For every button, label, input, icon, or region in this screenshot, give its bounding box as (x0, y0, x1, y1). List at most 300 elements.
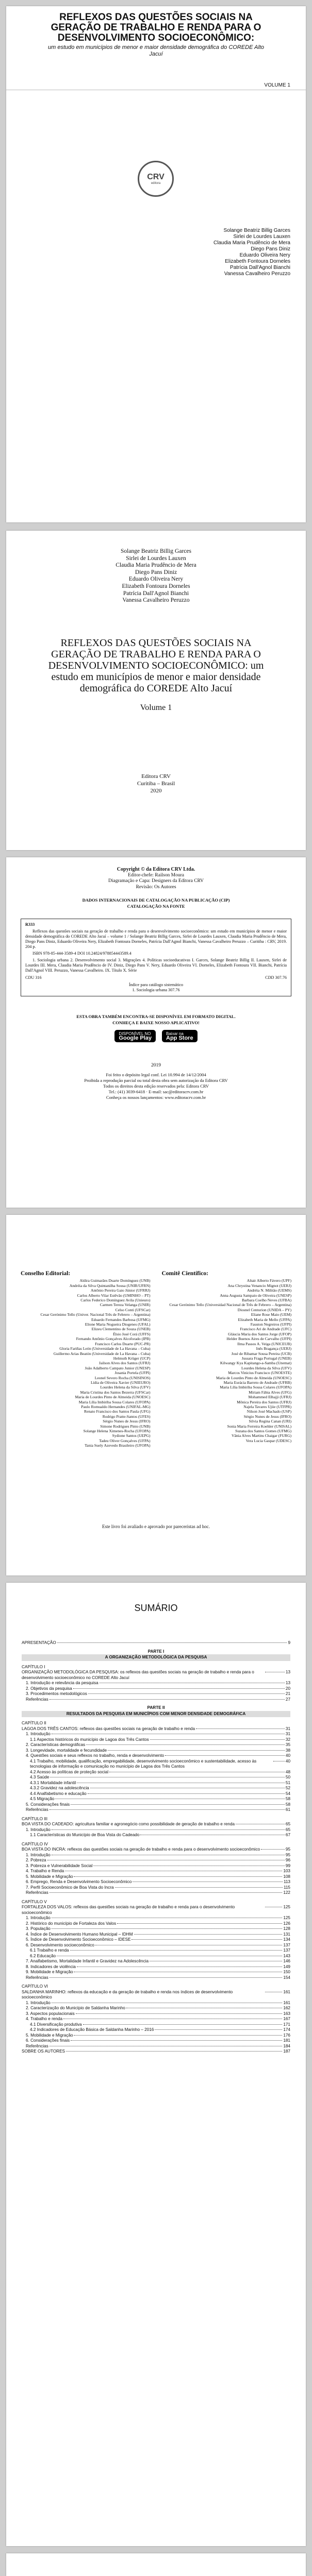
toc-entry-title: 8. Indicadores de violência (26, 1964, 76, 1969)
cover-volume: VOLUME 1 (264, 82, 290, 88)
toc-entry-title: 3. Procedimentos metodológicos (26, 1691, 87, 1696)
toc-page-number: 174 (283, 2027, 290, 2032)
toc-entry[interactable] (22, 2027, 290, 2033)
council-member: Solange Helena Ximenes-Rocha (UFOPA) (83, 1429, 151, 1433)
toc-entry[interactable] (22, 1807, 290, 1813)
toc-page-number: 40 (285, 1753, 290, 1758)
toc-dot-leader (132, 1939, 282, 1940)
toc-page-number: 103 (283, 1869, 290, 1873)
toc-entry-title: BOA VISTA DO INCRA: reflexos das questões sociais na geração de trabalho e renda para o desenvolvimento socioeconômico (22, 1847, 260, 1852)
toc-page-number: 131 (283, 1931, 290, 1937)
council-member: José de Ribamar Sousa Pereira (UCB) (231, 1351, 291, 1356)
toc-page-number: 125 (283, 1916, 290, 1920)
author: Diego Pans Diniz (251, 246, 290, 252)
toc-entry[interactable] (22, 1948, 290, 1954)
toc-page-number: 137 (283, 1942, 290, 1947)
toc-page-number: 161 (283, 1989, 290, 1994)
toc-entry-title: 4.1 Trabalho, mobilidade, qualificação, empregabilidade, desenvolvimento socioeconômico e sustentabilidade, acesso às tecnologias de informação e comunicação no município de Lagoa dos Três Cantos (30, 1758, 257, 1769)
toc-dot-leader (73, 1688, 285, 1689)
toc-page-number: 137 (283, 1948, 290, 1953)
toc-dot-leader (50, 1699, 285, 1700)
toc-entry-title: SOBRE OS AUTORES (22, 2049, 65, 2054)
toc-entry[interactable] (22, 1759, 290, 1770)
council-member: Carlos Alberto Vilar Estêvão (UMINHO – PT) (77, 1293, 151, 1298)
toc-page-number: 52 (285, 1786, 290, 1790)
council-member: Sérgio Nunes de Jesus (IFRO) (243, 1414, 291, 1419)
author: Vanessa Cavalheiro Peruzzo (224, 271, 290, 277)
council-member: Najela Tavares Ujiie (UTFPR) (243, 1404, 291, 1409)
toc-list (22, 1640, 290, 2055)
council-member: Celso Conti (UFSCar) (115, 1307, 151, 1312)
council-member: Elizabeth Maria de Mello (UFPA) (238, 1317, 291, 1322)
toc-dot-leader (57, 1642, 287, 1643)
toc-page-number: 54 (285, 1791, 290, 1796)
toc-page-number: 65 (285, 1822, 290, 1826)
toc-entry[interactable] (22, 2033, 290, 2039)
toc-dot-leader (71, 2040, 282, 2041)
toc-entry[interactable] (22, 1937, 290, 1943)
toc-entry[interactable] (22, 1858, 290, 1863)
council-member: Altair Alberto Fávero (UPF) (247, 1278, 291, 1283)
toc-entry[interactable] (22, 1827, 290, 1833)
toc-page-number: 176 (283, 2032, 290, 2038)
toc-page-number: 146 (283, 1959, 290, 1963)
toc-page-number: 31 (285, 1732, 290, 1736)
toc-page-number: 181 (283, 2038, 290, 2043)
council-member: Helmuth Krüger (UCP) (113, 1355, 151, 1361)
toc-entry[interactable] (22, 1954, 290, 1959)
toc-entry-title: 6.1 Trabalho e renda (30, 1948, 69, 1953)
toc-page-number: 9 (288, 1640, 290, 1645)
cover-subtitle: um estudo em municípios de menor e maior densidade demográfica do COREDE Alto Jacuí (47, 44, 265, 57)
cip-heading: DADOS INTERNACIONAIS DE CATALOGAÇÃO NA PUBLICAÇÃO (CIP) (82, 897, 230, 903)
toc-entry[interactable] (22, 1732, 290, 1737)
council-member: Mônica Pereira dos Santos (UFRJ) (237, 1399, 291, 1404)
toc-page-number: 27 (285, 1697, 290, 1702)
toc-entry[interactable] (22, 1970, 290, 1975)
author: Eduardo Oliveira Nery (239, 252, 290, 258)
toc-entry-title: 5. Mobilidade e Migração (26, 1874, 73, 1879)
council-member: Antônio Pereira Gaio Júnior (UFRRJ) (90, 1288, 151, 1293)
toc-entry[interactable] (22, 1737, 290, 1743)
toc-entry-title: 6. Emprego, Renda e Desenvolvimento Socioeconômico (26, 1879, 132, 1884)
council-member: Maria Eurácia Barreto de Andrade (UFRB) (223, 1380, 291, 1385)
council-member: Sonia Maria Ferreira Koehler (UNISAL) (227, 1423, 291, 1429)
council-member: Nilson José Machado (USP) (247, 1409, 291, 1414)
toc-entry[interactable] (22, 1874, 290, 1880)
toc-page-number: 32 (285, 1737, 290, 1742)
toc-entry[interactable] (22, 2016, 290, 2022)
author: Elizabeth Fontoura Dorneles (225, 259, 290, 264)
toc-page-number: 143 (283, 1953, 290, 1958)
council-member: Fauston Negreiros (UFPI) (250, 1322, 291, 1327)
toc-entry-title: 4.2 Acesso às políticas de proteção social (30, 1769, 109, 1774)
toc-entry-title: 3. Pobreza e Vulnerabilidade Social (26, 1863, 93, 1868)
council-member: Barbara Coelho Neves (UFBA) (242, 1298, 291, 1303)
toc-page-number: 125 (283, 1905, 290, 1909)
toc-entry-title: 1. Introdução (26, 1852, 51, 1857)
toc-page-number: 167 (283, 2016, 290, 2021)
toc-entry[interactable] (22, 1822, 290, 1827)
title-page-imprint: Editora CRV Curitiba – Brasil 2020 (137, 773, 175, 794)
toc-entry[interactable] (22, 2001, 290, 2006)
toc-entry-title: ORGANIZAÇÃO METODOLÓGICA DA PESQUISA: os reflexos das questões sociais na geração de trabalho e renda para o desenvolvimento socioeconômico no COREDE Alto Jacuí (22, 1670, 254, 1680)
toc-dot-leader (86, 1744, 285, 1745)
council-member: Vânia Alves Martins Chaigar (FURG) (232, 1433, 291, 1438)
toc-page-number: 65 (285, 1827, 290, 1832)
toc-entry-title: Referências (26, 1697, 48, 1702)
council-member: Aldira Guimarães Duarte Domínguez (UNB) (79, 1278, 151, 1283)
title-page-volume: Volume 1 (140, 703, 172, 712)
toc-page-number: 13 (285, 1670, 290, 1674)
toc-entry[interactable] (22, 1869, 290, 1874)
toc-entry[interactable] (22, 1786, 290, 1791)
council-member: Marcos Vinicius Francisco (UNOESTE) (228, 1370, 291, 1376)
toc-entry[interactable] (22, 1916, 290, 1921)
toc-entry[interactable] (22, 1926, 290, 1932)
toc-dot-leader (76, 2013, 283, 2014)
council-member: Ilma Passos A. Veiga (UNICEUB) (237, 1341, 291, 1346)
council-member: Suzana dos Santos Gomes (UFMG) (235, 1429, 291, 1433)
toc-entry-title: 7. Perfil Socioeconômico de Boa Vista do Incra (26, 1885, 114, 1890)
ebook-notice: ESTA OBRA TAMBÉM ENCONTRA-SE DISPONÍVEL EM FORMATO DIGITAL. (76, 1014, 236, 1019)
toc-dot-leader (155, 2029, 282, 2030)
council-member: Elizeu Clementino de Souza (UNEB) (91, 1327, 151, 1332)
council-member: Sydione Santos (UEPG) (112, 1433, 151, 1438)
toc-entry-title: 1. Introdução (26, 1916, 51, 1920)
council-member: Paulo Romualdo Hernandes (UNIFAL-MG) (81, 1404, 151, 1409)
toc-entry-title: 3. Longevidade, mortalidade e fecundidade (26, 1748, 107, 1753)
toc-entry-title: 2. Histórico do município de Fortaleza dos Valos (26, 1921, 117, 1926)
council-member: Cesar Gerónimo Tello (Univer. Nacional Três de Febrero – Argentina) (40, 1312, 151, 1317)
toc-part: PARTE II (147, 1705, 165, 1710)
toc-page-number: 149 (283, 1964, 290, 1969)
toc-chapter: CAPÍTULO VI (22, 1984, 48, 1989)
toc-page-number: 187 (283, 2049, 290, 2054)
toc-page-number: 99 (285, 1863, 290, 1868)
editor-line: Editor-chefe: Railson Moura (127, 872, 185, 878)
toc-page-number: 38 (285, 1748, 290, 1753)
toc-entry[interactable] (22, 1932, 290, 1938)
toc-entry[interactable] (22, 1943, 290, 1948)
title-page-authors: Solange Beatriz Billig Garces Sirlei de Lourdes Lauxen Claudia Maria Prudêncio de Mera Diego Pans Diniz Eduardo Oliveira Nery Elizabeth Fontoura Dorneles Patrícia Dall'Agnol Bianchi Vanessa Cavalheiro Peruzzo (116, 548, 196, 604)
toc-dot-leader (66, 2051, 282, 2052)
toc-dot-leader (50, 1977, 283, 1978)
toc-entry-title: 5. Considerações finais (26, 1802, 70, 1807)
toc-entry-title: LAGOA DOS TRÊS CANTOS: reflexos das questões sociais na geração de trabalho e renda (22, 1726, 195, 1731)
toc-entry-title: 6.2 Educação (30, 1953, 56, 1958)
council-page (6, 1215, 306, 1575)
council-member: Lourdes Helena da Silva (UFV) (100, 1385, 151, 1390)
toc-entry[interactable] (22, 1681, 290, 1686)
toc-entry-title: 4.5 Migração (30, 1797, 55, 1801)
toc-page-number: 48 (285, 1769, 290, 1774)
toc-page-number: 150 (283, 1970, 290, 1974)
toc-entry-title: 4.3.1 Mortalidade infantil (30, 1780, 76, 1785)
toc-page-number: 184 (283, 2043, 290, 2048)
toc-dot-leader (50, 1892, 283, 1893)
council-member: Sérgio Nunes de Jesus (IFRO) (103, 1419, 151, 1424)
toc-entry-title: FORTALEZA DOS VALOS: reflexos das questões sociais na geração de trabalho e renda para o desenvolvimento socioeconômico (22, 1905, 235, 1915)
council-member: Eliane Rose Maio (UEM) (251, 1312, 291, 1317)
toc-dot-leader (83, 2024, 283, 2025)
cip-subheading: CATALOGAÇÃO NA FONTE (127, 903, 185, 909)
council-member: Ana Chrystina Venancio Mignot (UERJ) (227, 1283, 291, 1288)
toc-entry[interactable] (22, 1833, 290, 1838)
toc-page-number: 154 (283, 1975, 290, 1980)
toc-page-number: 31 (285, 1726, 290, 1731)
toc-entry[interactable] (22, 1753, 290, 1759)
toc-page-number: 67 (285, 1833, 290, 1837)
edition-year: 2019 (151, 1063, 161, 1068)
toc-chapter: CAPÍTULO I (22, 1664, 45, 1669)
scientific-committee: Comitê Científico: Altair Alberto Fávero (UPF) Ana Chrystina Venancio Mignot (UERJ) Andréia N. Militão (UEMS) Anna Augusta Sampaio de Oliveira (UNESP) Barbara Coelho Neves (UFBA) Cesar Gerónimo Tello (Universidad Nacional de Três de Febrero – Argentina) Diosnel Centurion (UNIDA – PY) Eliane Rose Maio (UEM) Elizabeth Maria de Mello (UFPA) Fauston Negreiros (UFPI) Francisco Ari de Andrade (UFC) Gláucia Maria dos Santos Jorge (UFOP) Helder Buenos Aires de Carvalho (UFPI) Ilma Passos A. Veiga (UNICEUB) Inês Bragança (UERJ) José de Ribamar Sousa Pereira (UCB) Jussara Fraga Portugal (UNEB) Kilwangy Kya Kapitango-a-Samba (Unemat) Lourdes Helena da Silva (UFV) Marcos Vinicius Francisco (UNOESTE) Maria de Lourdes Pinto de Almeida (UNOESC) Maria Eurácia Barreto de Andrade (UFRB) Maria Lília Imbiriba Sousa Colares (UFOPA) Míriam Fábia Alves (UFG) Mohammed Elhajji (UFRJ) Mônica Pereira dos Santos (UFRJ) Najela Tavares Ujiie (UTFPR) Nilson José Machado (USP) Sérgio Nunes de Jesus (IFRO) Silvia Regina Canan (URI) Sonia Maria Ferreira Koehler (UNISAL) Suzana dos Santos Gomes (UFMG) Vânia Alves Martins Chaigar (FURG) Vera Lucia Gaspar (UDESC) (161, 1270, 291, 1443)
toc-entry[interactable] (22, 1742, 290, 1748)
council-member: Mohammed Elhajji (UFRJ) (248, 1395, 291, 1400)
council-member: Jussara Fraga Portugal (UNEB) (241, 1355, 291, 1361)
toc-dot-leader (50, 1809, 285, 1810)
council-member: Lourdes Helena da Silva (UFV) (241, 1365, 291, 1370)
toc-entry[interactable] (22, 1847, 290, 1853)
toc-entry-title: 2. Caracterização do Município de Saldanha Marinho (26, 2006, 125, 2010)
toc-page-number: 128 (283, 1926, 290, 1931)
toc-dot-leader (165, 1755, 285, 1756)
council-member: Leonel Severo Rocha (UNISINOS) (94, 1375, 151, 1380)
council-member: Míriam Fábia Alves (UFG) (249, 1389, 291, 1395)
toc-entry[interactable] (22, 1781, 290, 1786)
toc-part-title: A ORGANIZAÇÃO METODOLÓGICA DA PESQUISA (22, 1654, 290, 1661)
toc-entry-title: 1.1 Características do Município de Boa Vista do Cadeado (30, 1833, 140, 1837)
toc-entry-title: Referências (26, 1975, 48, 1980)
toc-entry[interactable] (22, 2011, 290, 2017)
toc-entry[interactable] (22, 1775, 290, 1781)
toc-entry-title: 1. Introdução e relevância da pesquisa (26, 1681, 98, 1685)
council-member: Cesar Gerónimo Tello (Universidad Nacional de Três de Febrero – Argentina) (169, 1302, 291, 1308)
toc-entry-title: 4. Questões sociais e seus reflexos no trabalho, renda e desenvolvimento (26, 1753, 165, 1758)
toc-page-number: 126 (283, 1921, 290, 1926)
toc-chapter: CAPÍTULO IV (22, 1841, 48, 1846)
toc-entry[interactable] (22, 1905, 290, 1916)
toc-entry-title: Referências (26, 1807, 48, 1812)
toc-part: PARTE I (147, 1649, 165, 1654)
toc-dot-leader (71, 1804, 285, 1805)
toc-entry-title: 3. Aspectos populacionais (26, 2011, 75, 2016)
council-member: Inês Bragança (UERJ) (256, 1346, 291, 1351)
council-member: Carmen Tereza Velanga (UNIR) (100, 1302, 151, 1308)
toc-entry-title: 4.3.2 Gravidez na adolescência (30, 1786, 89, 1790)
author: Claudia Maria Prudêncio de Mera (214, 240, 290, 246)
toc-page-number: 95 (285, 1852, 290, 1857)
app-store-badge[interactable]: Baixar na App Store (162, 1030, 198, 1042)
toc-entry-title: 1. Introdução (26, 1732, 51, 1736)
toc-entry[interactable] (22, 1797, 290, 1802)
council-member: Maria de Lourdes Pinto de Almeida (UNOESC) (75, 1395, 151, 1400)
council-member: Maria de Lourdes Pinto de Almeida (UNOESC) (216, 1375, 291, 1380)
toc-entry-title: 4. Trabalho e renda (26, 2016, 63, 2021)
toc-dot-leader (117, 1923, 282, 1924)
toc-entry[interactable] (22, 1770, 290, 1775)
toc-page-number: 115 (283, 1885, 290, 1890)
toc-dot-leader (52, 1928, 283, 1929)
toc-entry-title: Referências (26, 1890, 48, 1895)
toc-page-number: 58 (285, 1797, 290, 1801)
toc-entry-title: 6. Desenvolvimento socioeconômico (26, 1942, 94, 1947)
toc-entry-title: BOA VISTA DO CADEADO: agricultura familiar e agronegócio como possibilidade de geração de trabalho e renda (22, 1822, 235, 1826)
toc-entry-title: APRESENTAÇÃO (22, 1640, 56, 1645)
google-play-badge[interactable]: DISPONÍVEL NO Google Play (114, 1030, 156, 1042)
toc-entry-title: 1.1 Aspectos históricos do município de Lagoa dos Três Cantos (30, 1737, 149, 1742)
toc-page-number: 134 (283, 1937, 290, 1942)
toc-entry-title: 2. Pobreza (26, 1858, 46, 1862)
toc-dot-leader (134, 1934, 283, 1935)
toc-entry[interactable] (22, 1879, 290, 1885)
toc-entry[interactable] (22, 1890, 290, 1896)
author: Patrícia Dall'Agnol Bianchi (230, 265, 290, 270)
council-member: Anna Augusta Sampaio de Oliveira (UNESP) (220, 1293, 291, 1298)
toc-entry[interactable] (22, 1964, 290, 1970)
council-member: Francisco Carlos Duarte (PUC-PR) (95, 1341, 151, 1346)
toc-dot-leader (74, 2035, 282, 2036)
toc-entry[interactable] (22, 1863, 290, 1869)
council-member: Tania Suely Azevedo Brasileiro (UFOPA) (85, 1443, 151, 1448)
toc-page-number: 113 (283, 1879, 290, 1884)
catalog-card: R333 Reflexos das questões sociais na geração de trabalho e renda para o desenvolvimento socioeconômico: um estudo em municípios de menor e maior densidade demográfica do COREDE Alto Jacuí – volume 1 / Solange Beatriz Billig Garces, Sirlei de Lourdes Lauxen, Claudia Maria Prudêncio de Mera, Diego Pans Diniz, Eduardo Oliveira Nery, Elizabeth Fontoura Dorneles, Patrícia Dall'Agnol Bianchi, Vanessa Cavalheiro Peruzzo – Curitiba : CRV, 2019. 204 p. ISBN 978-85-444-3589-4 DOI 10.24824/978854443589.4 1. Sociologia urbana 2. Desenvolvimento social 3. Migrações 4. Políticas socioeducativas I. Garces, Solange Beatriz Billig II. Lauxen, Sirlei de Lourdes III. Mera, Claudia Maria Prudêncio de IV. Diniz, Diego Pans V. Nery, Eduardo Oliveira VI. Dorneles, Elizabeth Fontoura VII. Bianchi, Patrícia Dall'Agnol VIII. Peruzzo, Vanessa Cavalheiro. IX. Título X. Série CDU 316 CDD 307.76 Índice para catálogo sistemático 1. Sociologia urbana 307.76 (21, 919, 291, 996)
toc-entry-title: 1. Introdução (26, 2000, 51, 2005)
toc-entry[interactable] (22, 2038, 290, 2044)
author: Sirlei de Lourdes Lauxen (233, 234, 290, 240)
toc-page-number: 171 (283, 2022, 290, 2027)
toc-dot-leader (70, 1950, 283, 1951)
toc-entry-title: 5. Índice de Desenvolvimento Socioeconômico – IDESE (26, 1937, 131, 1942)
toc-chapter: CAPÍTULO III (22, 1816, 48, 1821)
toc-entry[interactable] (22, 1670, 290, 1681)
council-member: Gláucia Maria dos Santos Jorge (UFOP) (228, 1331, 291, 1336)
title-page-title: REFLEXOS DAS QUESTÕES SOCIAIS NA GERAÇÃO DE TRABALHO E RENDA PARA O DESENVOLVIMENTO SOCIOECONÔMICO: um estudo em municípios de menor e maior densidade demográfica do COREDE Alto Jacuí (48, 637, 264, 694)
toc-entry-title: Referências (26, 2043, 48, 2048)
toc-entry[interactable] (22, 1885, 290, 1891)
council-member: Andréia N. Militão (UEMS) (247, 1288, 291, 1293)
cover-authors (167, 228, 290, 277)
toc-entry-title: 4.4 Analfabetismo e educação (30, 1791, 87, 1796)
app-notice: CONHEÇA E BAIXE NOSSO APLICATIVO! (112, 1020, 200, 1025)
toc-entry-title: 4.2 Indicadores de Educação Básica de Saldanha Marinho – 2016 (30, 2027, 154, 2032)
toc-entry-title: 4. Índice de Desenvolvimento Humano Municipal – IDHM (26, 1931, 133, 1937)
toc-entry[interactable] (22, 1726, 290, 1732)
toc-entry[interactable] (22, 2044, 290, 2049)
council-member: Jailson Alves dos Santos (UFRJ) (98, 1361, 151, 1366)
toc-chapter: CAPÍTULO II (22, 1721, 46, 1725)
author: Solange Beatriz Billig Garces (223, 228, 290, 233)
toc-page-number: 61 (285, 1807, 290, 1812)
toc-dot-leader (108, 1750, 285, 1751)
toc-page-number: 162 (283, 2006, 290, 2010)
toc-dot-leader (150, 1739, 285, 1740)
toc-page-number: 35 (285, 1742, 290, 1747)
review-line: Revisão: Os Autores (136, 884, 176, 890)
toc-page-number: 96 (285, 1858, 290, 1862)
toc-entry[interactable] (22, 1640, 290, 1646)
toc-chapter: CAPÍTULO V (22, 1899, 47, 1904)
council-member: Kilwangy Kya Kapitango-a-Samba (Unemat) (220, 1361, 291, 1366)
toc-dot-leader (74, 1876, 282, 1877)
council-member: Helder Buenos Aires de Carvalho (UFPI) (226, 1336, 291, 1342)
toc-entry[interactable] (22, 1975, 290, 1981)
toc-part-title: RESULTADOS DA PESQUISA EM MUNICÍPIOS COM MENOR DENSIDADE DEMOGRÁFICA (22, 1711, 290, 1718)
toc-dot-leader (88, 1793, 285, 1794)
toc-entry[interactable] (22, 1802, 290, 1808)
peer-review-note: Este livro foi avaliado e aprovado por pareceristas ad hoc. (102, 1524, 210, 1529)
toc-page-number: 40 (285, 1758, 290, 1764)
toc-page-number: 122 (283, 1890, 290, 1895)
toc-entry[interactable] (22, 1921, 290, 1927)
council-member: Andréia da Silva Quintanilha Sousa (UNIR/UFRN) (69, 1283, 151, 1288)
toc-page-number: 161 (283, 2000, 290, 2005)
toc-entry-title: 1. Introdução (26, 1827, 51, 1832)
toc-entry[interactable] (22, 1686, 290, 1692)
toc-entry[interactable] (22, 1990, 290, 2001)
council-member: Renato Francisco dos Santos Paula (UFG) (84, 1409, 151, 1414)
toc-page-number: 13 (285, 1681, 290, 1685)
legal-notice: Foi feito o depósito legal conf. Lei 10.994 de 14/12/2004 Proibida a reprodução parcial ou total desta obra sem autorização da Editora CRV Todos os direitos desta edição reservados pela: Editora CRV Tel.: (41) 3039-6418 · E-mail: sac@editoracrv.com.br Conheça os nossos lançamentos: www.editoracrv.com.br (84, 1072, 228, 1100)
toc-entry[interactable] (22, 1697, 290, 1703)
toc-page-number: 108 (283, 1874, 290, 1879)
council-member: Josania Portela (UFPI) (114, 1370, 151, 1376)
council-member: Maria Cristina dos Santos Bezerra (UFSCar) (80, 1389, 151, 1395)
table-of-contents-page (6, 1583, 306, 2546)
council-member: Simone Rodrigues Pinto (UNB) (100, 1423, 151, 1429)
toc-dot-leader (115, 1887, 283, 1888)
toc-entry[interactable] (22, 2006, 290, 2011)
toc-entry[interactable] (22, 1791, 290, 1797)
toc-page-number: 58 (285, 1802, 290, 1807)
council-member: Élsio José Corá (UFFS) (113, 1331, 151, 1336)
toc-page-number: 20 (285, 1686, 290, 1691)
toc-page-number: 50 (285, 1775, 290, 1780)
toc-dot-leader (88, 1693, 285, 1694)
toc-entry[interactable] (22, 2049, 290, 2055)
council-member: Vera Lucia Gaspar (UDESC) (245, 1438, 291, 1443)
council-member: Eduardo Fernandes Barbosa (UFMG) (91, 1317, 151, 1322)
council-member: Rodrigo Pratte-Santos (UFES) (102, 1414, 151, 1419)
toc-entry-title: 4.1 Diversificação produtiva (30, 2022, 82, 2027)
council-member: Francisco Ari de Andrade (UFC) (240, 1327, 291, 1332)
toc-entry[interactable] (22, 2022, 290, 2028)
editorial-board: Conselho Editorial: Aldira Guimarães Duarte Domínguez (UNB) Andréia da Silva Quintanilha Sousa (UNIR/UFRN) Antônio Pereira Gaio Júnior (UFRRJ) Carlos Alberto Vilar Estêvão (UMINHO – PT) Carlos Federico Domínguez Avila (Unieuro) Carmen Tereza Velanga (UNIR) Celso Conti (UFSCar) Cesar Gerónimo Tello (Univer. Nacional Três de Febrero – Argentina) Eduardo Fernandes Barbosa (UFMG) Elione Maria Nogueira Diogenes (UFAL) Elizeu Clementino de Souza (UNEB) Élsio José Corá (UFFS) Fernando Antônio Gonçalves Alcoforado (IPB) Francisco Carlos Duarte (PUC-PR) Gloria Fariñas León (Universidade de La Havana – Cuba) Guillermo Arias Beatón (Universidade de La Havana – Cuba) Helmuth Krüger (UCP) Jailson Alves dos Santos (UFRJ) João Adalberto Campato Junior (UNESP) Josania Portela (UFPI) Leonel Severo Rocha (UNISINOS) Lídia de Oliveira Xavier (UNIEURO) Lourdes Helena da Silva (UFV) Maria Cristina dos Santos Bezerra (UFSCar) Maria de Lourdes Pinto de Almeida (UNOESC) Maria Lília Imbiriba Sousa Colares (UFOPA) Paulo Romualdo Hernandes (UNIFAL-MG) Renato Francisco dos Santos Paula (UFG) Rodrigo Pratte-Santos (UFES) Sérgio Nunes de Jesus (IFRO) Simone Rodrigues Pinto (UNB) Solange Helena Ximenes-Rocha (UFOPA) Sydione Santos (UEPG) Tadeu Oliver Gonçalves (UFPA) Tania Suely Azevedo Brasileiro (UFOPA) (21, 1270, 151, 1448)
toc-entry[interactable] (22, 1959, 290, 1964)
toc-page-number: 163 (283, 2011, 290, 2016)
council-member: Elione Maria Nogueira Diogenes (UFAL) (85, 1322, 151, 1327)
copyright-page (6, 857, 306, 1208)
council-member: Carlos Federico Domínguez Avila (Unieuro) (80, 1298, 151, 1303)
council-member: Maria Lília Imbiriba Sousa Colares (UFOPA) (78, 1399, 151, 1404)
toc-entry[interactable] (22, 1748, 290, 1754)
toc-entry-title: 5. Mobilidade e Migração (26, 2032, 73, 2038)
toc-dot-leader (52, 1829, 285, 1830)
toc-dot-leader (196, 1728, 285, 1729)
toc-entry-title: 3. População (26, 1926, 51, 1931)
toc-entry[interactable] (22, 1853, 290, 1858)
toc-entry-title: 7. Analfabetismo, Mortalidade Infantil e Gravidez na Adolescência (26, 1959, 149, 1963)
title-page (6, 531, 306, 850)
council-member: Lídia de Oliveira Xavier (UNIEURO) (90, 1380, 151, 1385)
toc-entry-title: 2. Objetivos da pesquisa (26, 1686, 72, 1691)
council-member: Fernando Antônio Gonçalves Alcoforado (IPB) (76, 1336, 151, 1342)
cover-title: REFLEXOS DAS QUESTÕES SOCIAIS NA GERAÇÃO DE TRABALHO E RENDA PARA O DESENVOLVIMENTO SOCIOECONÔMICO: (51, 12, 261, 43)
council-member: Maria Lília Imbiriba Sousa Colares (UFOPA) (220, 1385, 291, 1390)
toc-entry[interactable] (22, 1691, 290, 1697)
toc-page-number: 21 (285, 1691, 290, 1696)
toc-entry-title: 4. Trabalho e Renda (26, 1869, 64, 1873)
